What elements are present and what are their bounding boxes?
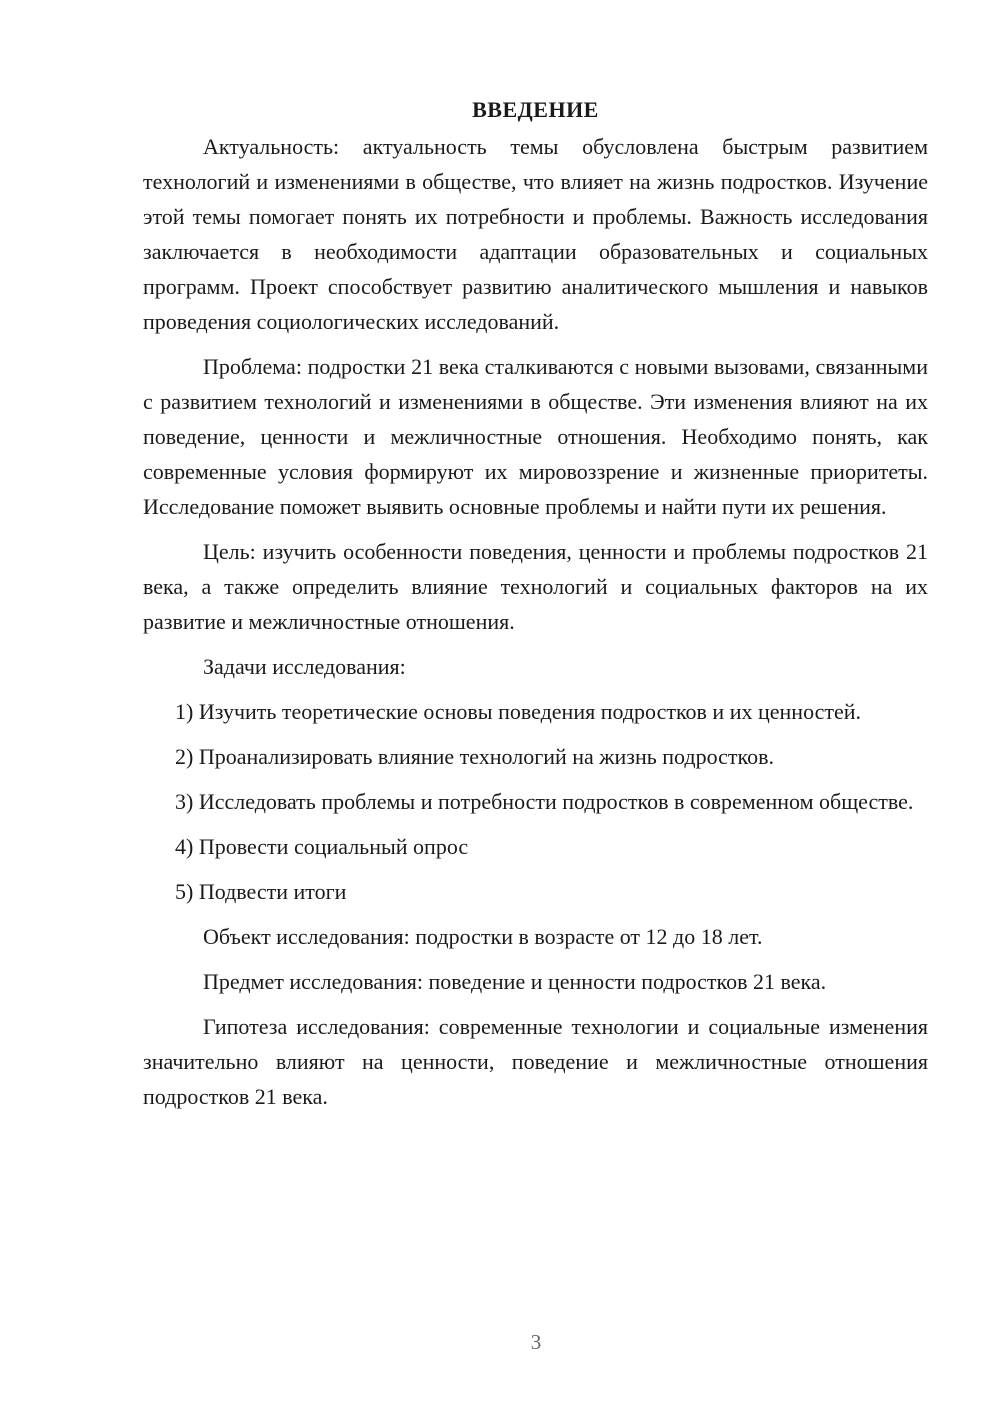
research-object: Объект исследования: подростки в возрасте от 12 до 18 лет. <box>203 924 763 949</box>
task-item-3: 3) Исследовать проблемы и потребности подростков в современном обществе. <box>175 789 914 814</box>
goal-paragraph: Цель: изучить особенности поведения, ценности и проблемы подростков 21 века, а также определить влияние технологий и социальных факторов на их развитие и межличностные отношения. <box>143 539 928 634</box>
page-number: 3 <box>530 1330 542 1354</box>
section-title: ВВЕДЕНИЕ <box>472 97 599 122</box>
relevance-paragraph: Актуальность: актуальность темы обусловлена быстрым развитием технологий и изменениями в обществе, что влияет на жизнь подростков. Изучение этой темы помогает понять их потребности и проблемы. Важность исследования заключается в необходимости адаптации образовательных и социальных программ. Проект способствует развитию аналитического мышления и навыков проведения социологических исследований. <box>143 134 928 334</box>
task-item-1: 1) Изучить теоретические основы поведения подростков и их ценностей. <box>175 699 862 724</box>
task-item-2: 2) Проанализировать влияние технологий на жизнь подростков. <box>175 744 774 769</box>
tasks-heading: Задачи исследования: <box>203 654 406 679</box>
research-hypothesis: Гипотеза исследования: современные технологии и социальные изменения значительно влияют на ценности, поведение и межличностные отношения подростков 21 века. <box>143 1014 928 1109</box>
document-page <box>143 92 928 1124</box>
task-item-5: 5) Подвести итоги <box>175 879 347 904</box>
task-item-4: 4) Провести социальный опрос <box>175 834 469 859</box>
problem-paragraph: Проблема: подростки 21 века сталкиваются с новыми вызовами, связанными с развитием технологий и изменениями в обществе. Эти изменения влияют на их поведение, ценности и межличностные отношения. Необходимо понять, как современные условия формируют их мировоззрение и жизненные приоритеты. Исследование поможет выявить основные проблемы и найти пути их решения. <box>143 354 928 519</box>
research-subject: Предмет исследования: поведение и ценности подростков 21 века. <box>203 969 827 994</box>
